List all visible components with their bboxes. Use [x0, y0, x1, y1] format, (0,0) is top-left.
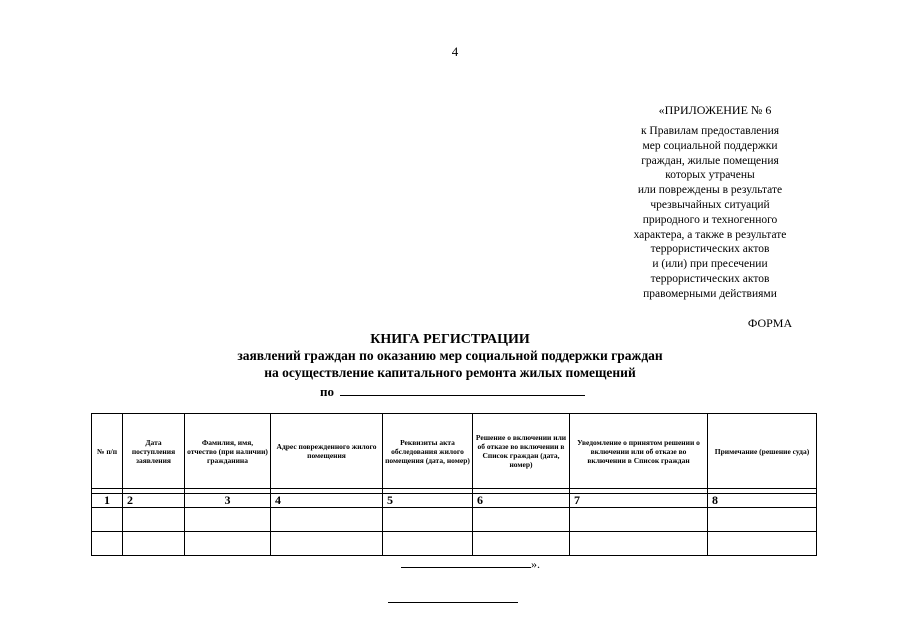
empty-cell: [708, 508, 817, 532]
appendix-line: природного и техногенного: [642, 213, 778, 226]
column-number: 2: [123, 494, 185, 508]
header-cell-note: Примечание (решение суда): [708, 414, 817, 489]
empty-cell: [123, 532, 185, 556]
appendix-line: террористических актов: [650, 272, 770, 285]
empty-cell: [473, 532, 570, 556]
column-number: 8: [708, 494, 817, 508]
book-title: КНИГА РЕГИСТРАЦИИ: [370, 332, 530, 347]
column-number: 3: [185, 494, 271, 508]
empty-cell: [570, 532, 708, 556]
header-cell-address: Адрес поврежденного жилого помещения: [271, 414, 383, 489]
column-number: 5: [383, 494, 473, 508]
header-cell-number: № п/п: [92, 414, 123, 489]
appendix-line: к Правилам предоставления: [640, 125, 780, 137]
book-subtitle: [150, 347, 750, 381]
empty-cell: [383, 508, 473, 532]
empty-cell: [123, 508, 185, 532]
closing-line: [401, 556, 540, 572]
appendix-line: чрезвычайных ситуаций: [650, 198, 770, 211]
empty-cell: [185, 508, 271, 532]
empty-cell: [271, 532, 383, 556]
appendix-body: [605, 124, 815, 302]
appendix-line: которых утрачены: [665, 169, 755, 182]
appendix-line: или повреждены в результате: [637, 184, 783, 197]
appendix-line: и (или) при пресечении: [652, 258, 768, 271]
empty-cell: [473, 508, 570, 532]
table-row: [92, 508, 817, 532]
book-subtitle-line: на осуществление капитального ремонта жилых помещений: [264, 365, 636, 380]
column-number: 4: [271, 494, 383, 508]
header-cell-notification: Уведомление о принятом решении о включении или об отказе во включении в Список граждан: [570, 414, 708, 489]
empty-cell: [383, 532, 473, 556]
header-cell-date: Дата поступления заявления: [123, 414, 185, 489]
book-subtitle-line: заявлений граждан по оказанию мер социальной поддержки граждан: [237, 348, 663, 363]
column-number: 6: [473, 494, 570, 508]
appendix-line: мер социальной поддержки: [642, 139, 778, 152]
appendix-line: правомерными действиями: [643, 287, 777, 300]
by-label: по: [320, 384, 334, 399]
empty-cell: [570, 508, 708, 532]
header-row: [92, 414, 817, 489]
column-number-row: [92, 494, 817, 508]
appendix-line: граждан, жилые помещения: [641, 154, 779, 167]
by-blank-line: [340, 384, 585, 396]
page-number: 4: [451, 44, 459, 59]
header-cell-name: Фамилия, имя, отчество (при наличии) гражданина: [185, 414, 271, 489]
empty-cell: [92, 508, 123, 532]
empty-cell: [92, 532, 123, 556]
empty-cell: [271, 508, 383, 532]
empty-cell: [708, 532, 817, 556]
appendix-line: характера, а также в результате: [633, 228, 787, 241]
table-row: [92, 532, 817, 556]
appendix-line: террористических актов: [650, 243, 770, 256]
header-cell-act: Реквизиты акта обследования жилого помещения (дата, номер): [383, 414, 473, 489]
appendix-title: «ПРИЛОЖЕНИЕ № 6: [658, 103, 772, 117]
bottom-rule: [388, 602, 518, 603]
by-line: [320, 384, 585, 400]
closing-mark: ».: [531, 557, 540, 571]
header-cell-decision: Решение о включении или об отказе во включении в Список граждан (дата, номер): [473, 414, 570, 489]
closing-blank-line: [401, 556, 531, 568]
empty-cell: [185, 532, 271, 556]
column-number: 1: [92, 494, 123, 508]
form-label: ФОРМА: [747, 316, 793, 330]
column-number: 7: [570, 494, 708, 508]
register-table: [91, 413, 817, 556]
